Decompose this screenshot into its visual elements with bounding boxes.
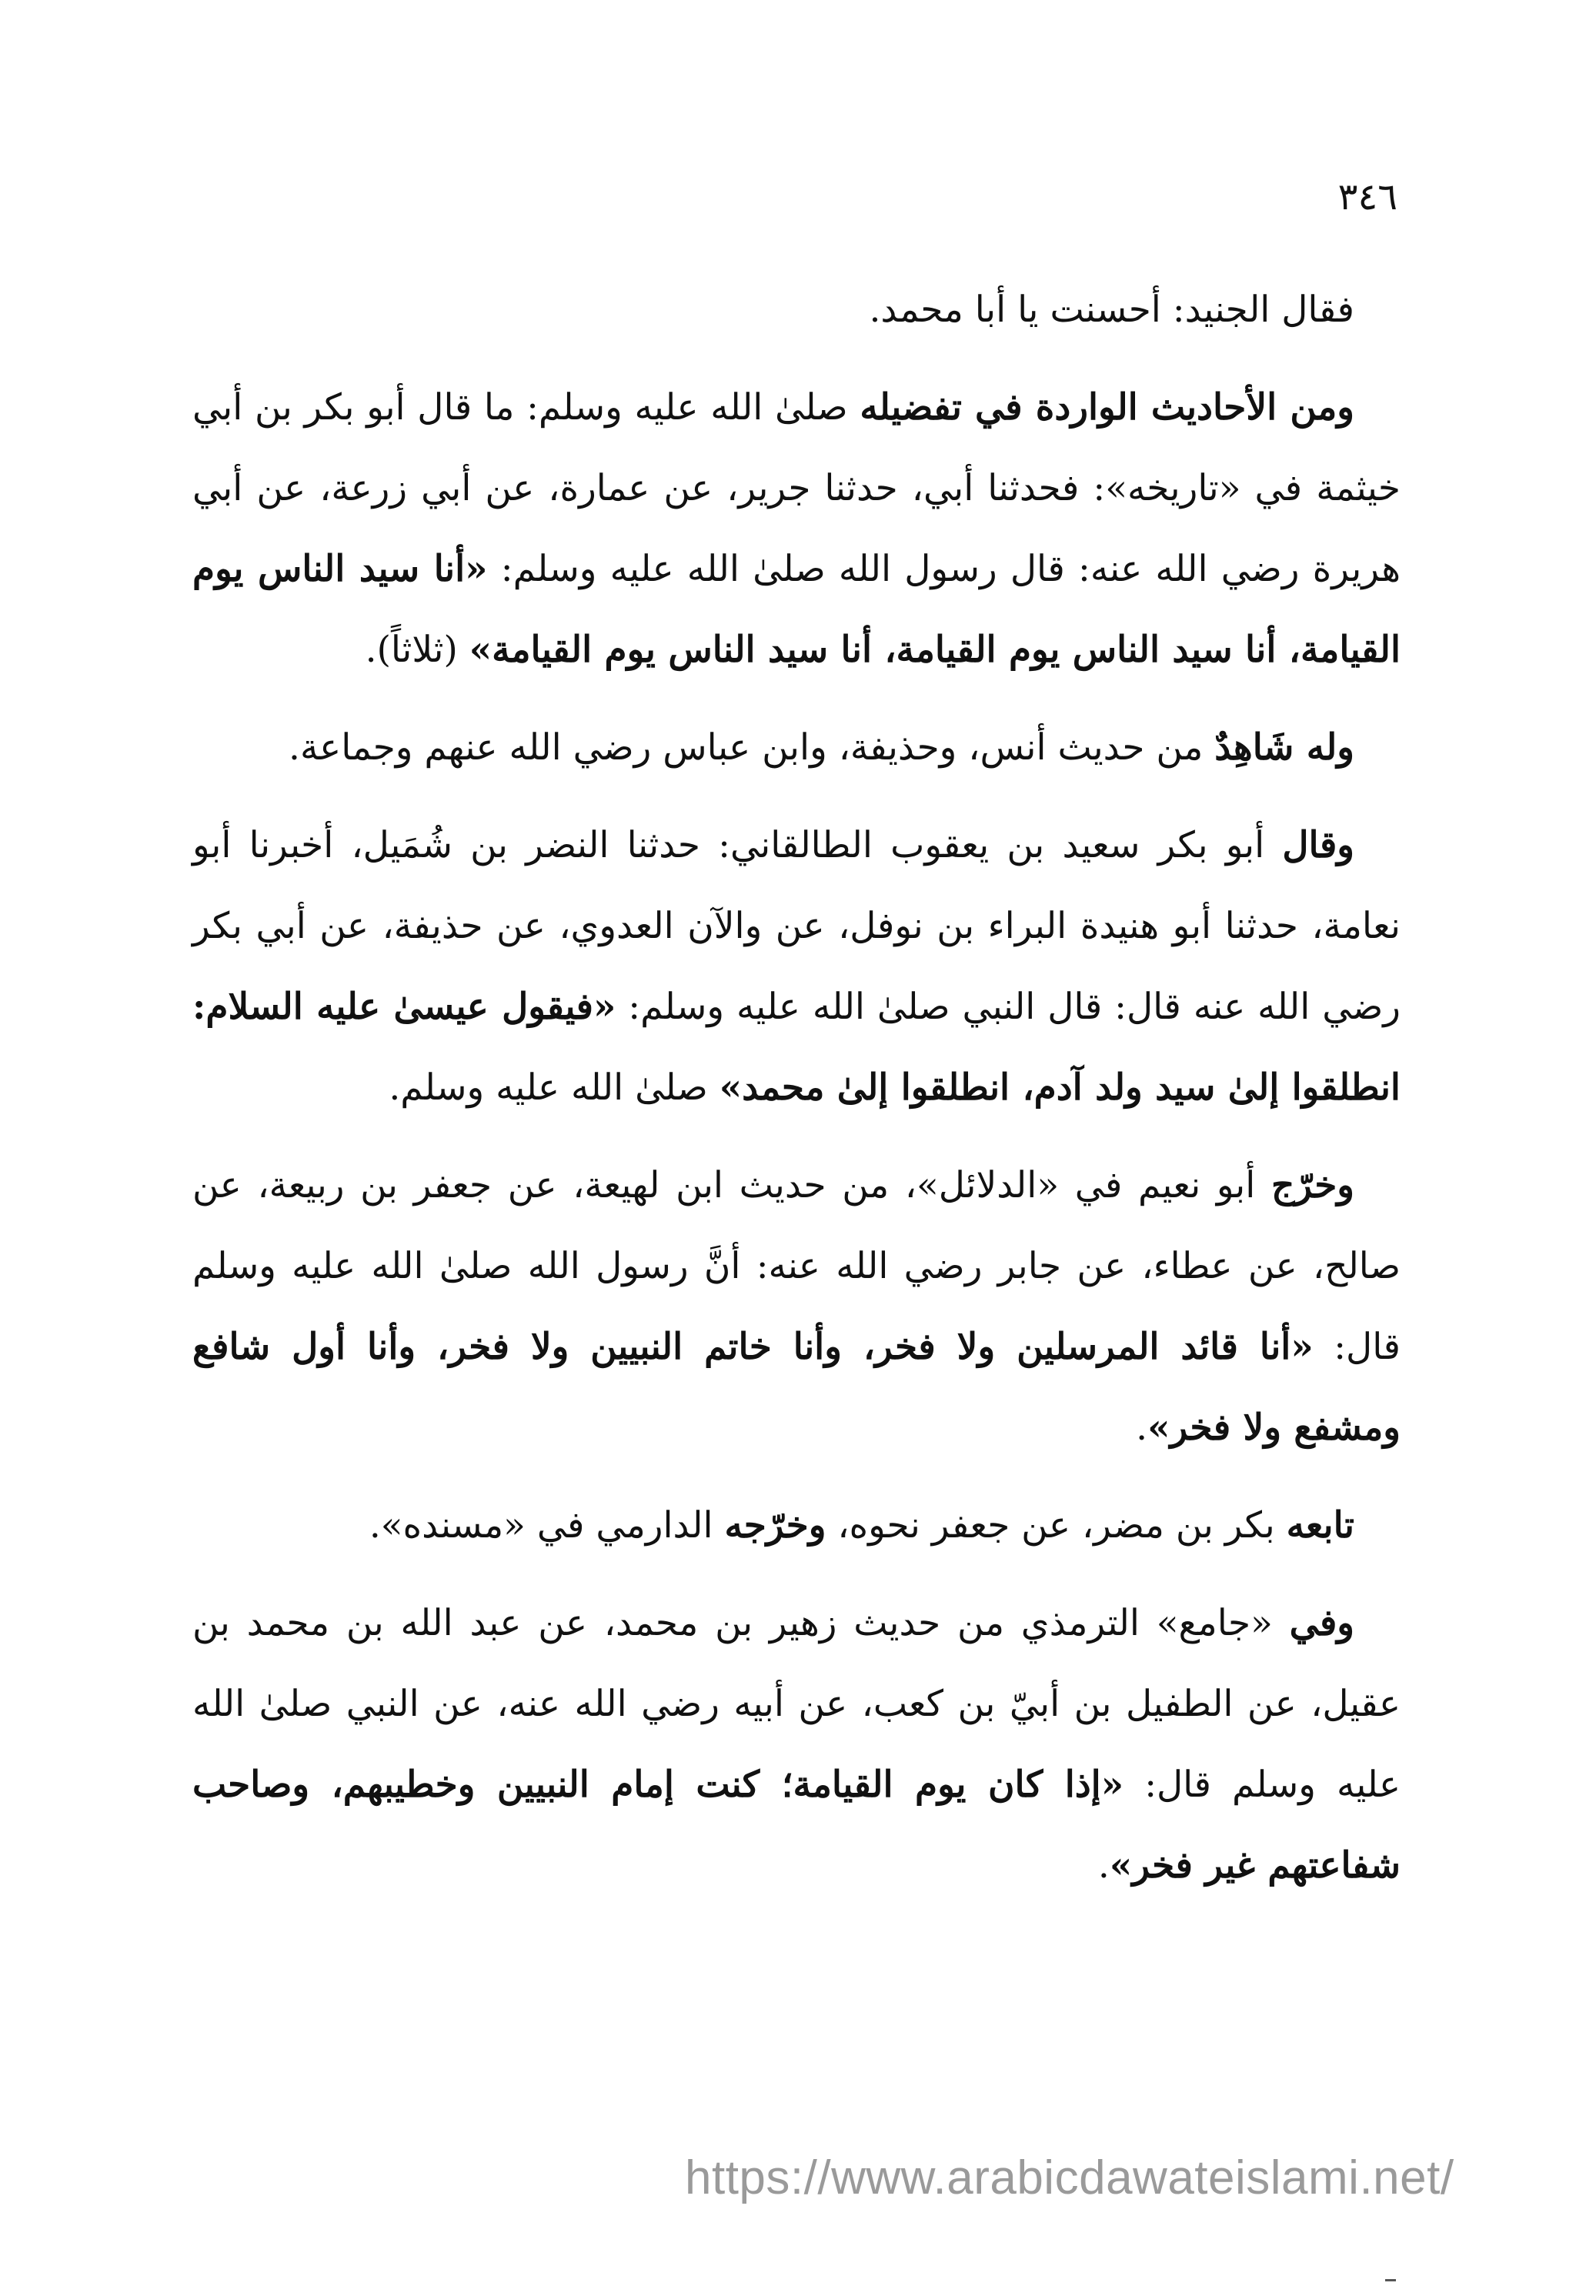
bold-text-segment: ومن الأحاديث الواردة في تفضيله — [860, 386, 1354, 429]
bold-text-segment: وقال — [1282, 824, 1354, 866]
paragraph — [192, 1145, 1401, 1468]
text-segment: (ثلاثاً). — [365, 629, 469, 671]
scan-mark — [1385, 2279, 1396, 2281]
text-segment: . — [1097, 1844, 1110, 1887]
body-text — [192, 269, 1401, 1923]
paragraph — [192, 269, 1401, 350]
bold-text-segment: وخرّجه — [724, 1504, 826, 1547]
bold-text-segment: «إذا كان يوم القيامة؛ كنت إمام النبيين وخطيبهم، وصاحب شفاعتهم غير فخر» — [192, 1764, 1401, 1887]
paragraph — [192, 707, 1401, 788]
text-segment: «جامع» الترمذي من حديث زهير بن محمد، عن عبد الله بن محمد بن عقيل، عن الطفيل بن أبيّ بن كعب، عن أبيه رضي الله عنه، عن النبي صلىٰ الله عليه وسلم قال: — [192, 1602, 1401, 1806]
paragraph — [192, 367, 1401, 690]
bold-text-segment: تابعه — [1286, 1504, 1354, 1547]
watermark-url: https://www.arabicdawateislami.net/ — [685, 2151, 1454, 2204]
bold-text-segment: وخرّج — [1270, 1164, 1354, 1206]
text-segment: الدارمي في «مسنده». — [369, 1504, 725, 1547]
bold-text-segment: «فيقول عيسىٰ عليه السلام: انطلقوا إلىٰ سيد ولد آدم، انطلقوا إلىٰ محمد» — [192, 986, 1401, 1109]
paragraph — [192, 805, 1401, 1128]
page-number: ٣٤٦ — [1337, 175, 1397, 219]
text-segment: من حديث أنس، وحذيفة، وابن عباس رضي الله عنهم وجماعة. — [289, 726, 1215, 769]
bold-text-segment: «أنا قائد المرسلين ولا فخر، وأنا خاتم النبيين ولا فخر، وأنا أول شافع ومشفع ولا فخر» — [192, 1326, 1401, 1449]
bold-text-segment: «أنا سيد الناس يوم القيامة، أنا سيد الناس يوم القيامة، أنا سيد الناس يوم القيامة» — [192, 548, 1401, 671]
text-segment: صلىٰ الله عليه وسلم. — [389, 1066, 720, 1109]
text-segment: بكر بن مضر، عن جعفر نحوه، — [826, 1504, 1287, 1547]
text-segment: أبو نعيم في «الدلائل»، من حديث ابن لهيعة، عن جعفر بن ربيعة، عن صالح، عن عطاء، عن جابر رضي الله عنه: أنَّ رسول الله صلىٰ الله عليه وسلم قال: — [192, 1164, 1401, 1368]
paragraph — [192, 1583, 1401, 1906]
text-segment: أبو بكر سعيد بن يعقوب الطالقاني: حدثنا النضر بن شُمَيل، أخبرنا أبو نعامة، حدثنا أبو هنيدة البراء بن نوفل، عن والآن العدوي، عن حذيفة، عن أبي بكر رضي الله عنه قال: قال النبي صلىٰ الله عليه وسلم: — [192, 824, 1401, 1028]
text-segment: صلىٰ الله عليه وسلم: ما قال أبو بكر بن أبي خيثمة في «تاريخه»: فحدثنا أبي، حدثنا جرير، عن عمارة، عن أبي زرعة، عن أبي هريرة رضي الله عنه: قال رسول الله صلىٰ الله عليه وسلم: — [192, 386, 1401, 590]
bold-text-segment: وفي — [1289, 1602, 1354, 1644]
text-segment: فقال الجنيد: أحسنت يا أبا محمد. — [869, 289, 1354, 331]
paragraph — [192, 1485, 1401, 1566]
bold-text-segment: وله شَاهِدٌ — [1214, 726, 1354, 769]
text-segment: . — [1136, 1407, 1148, 1449]
